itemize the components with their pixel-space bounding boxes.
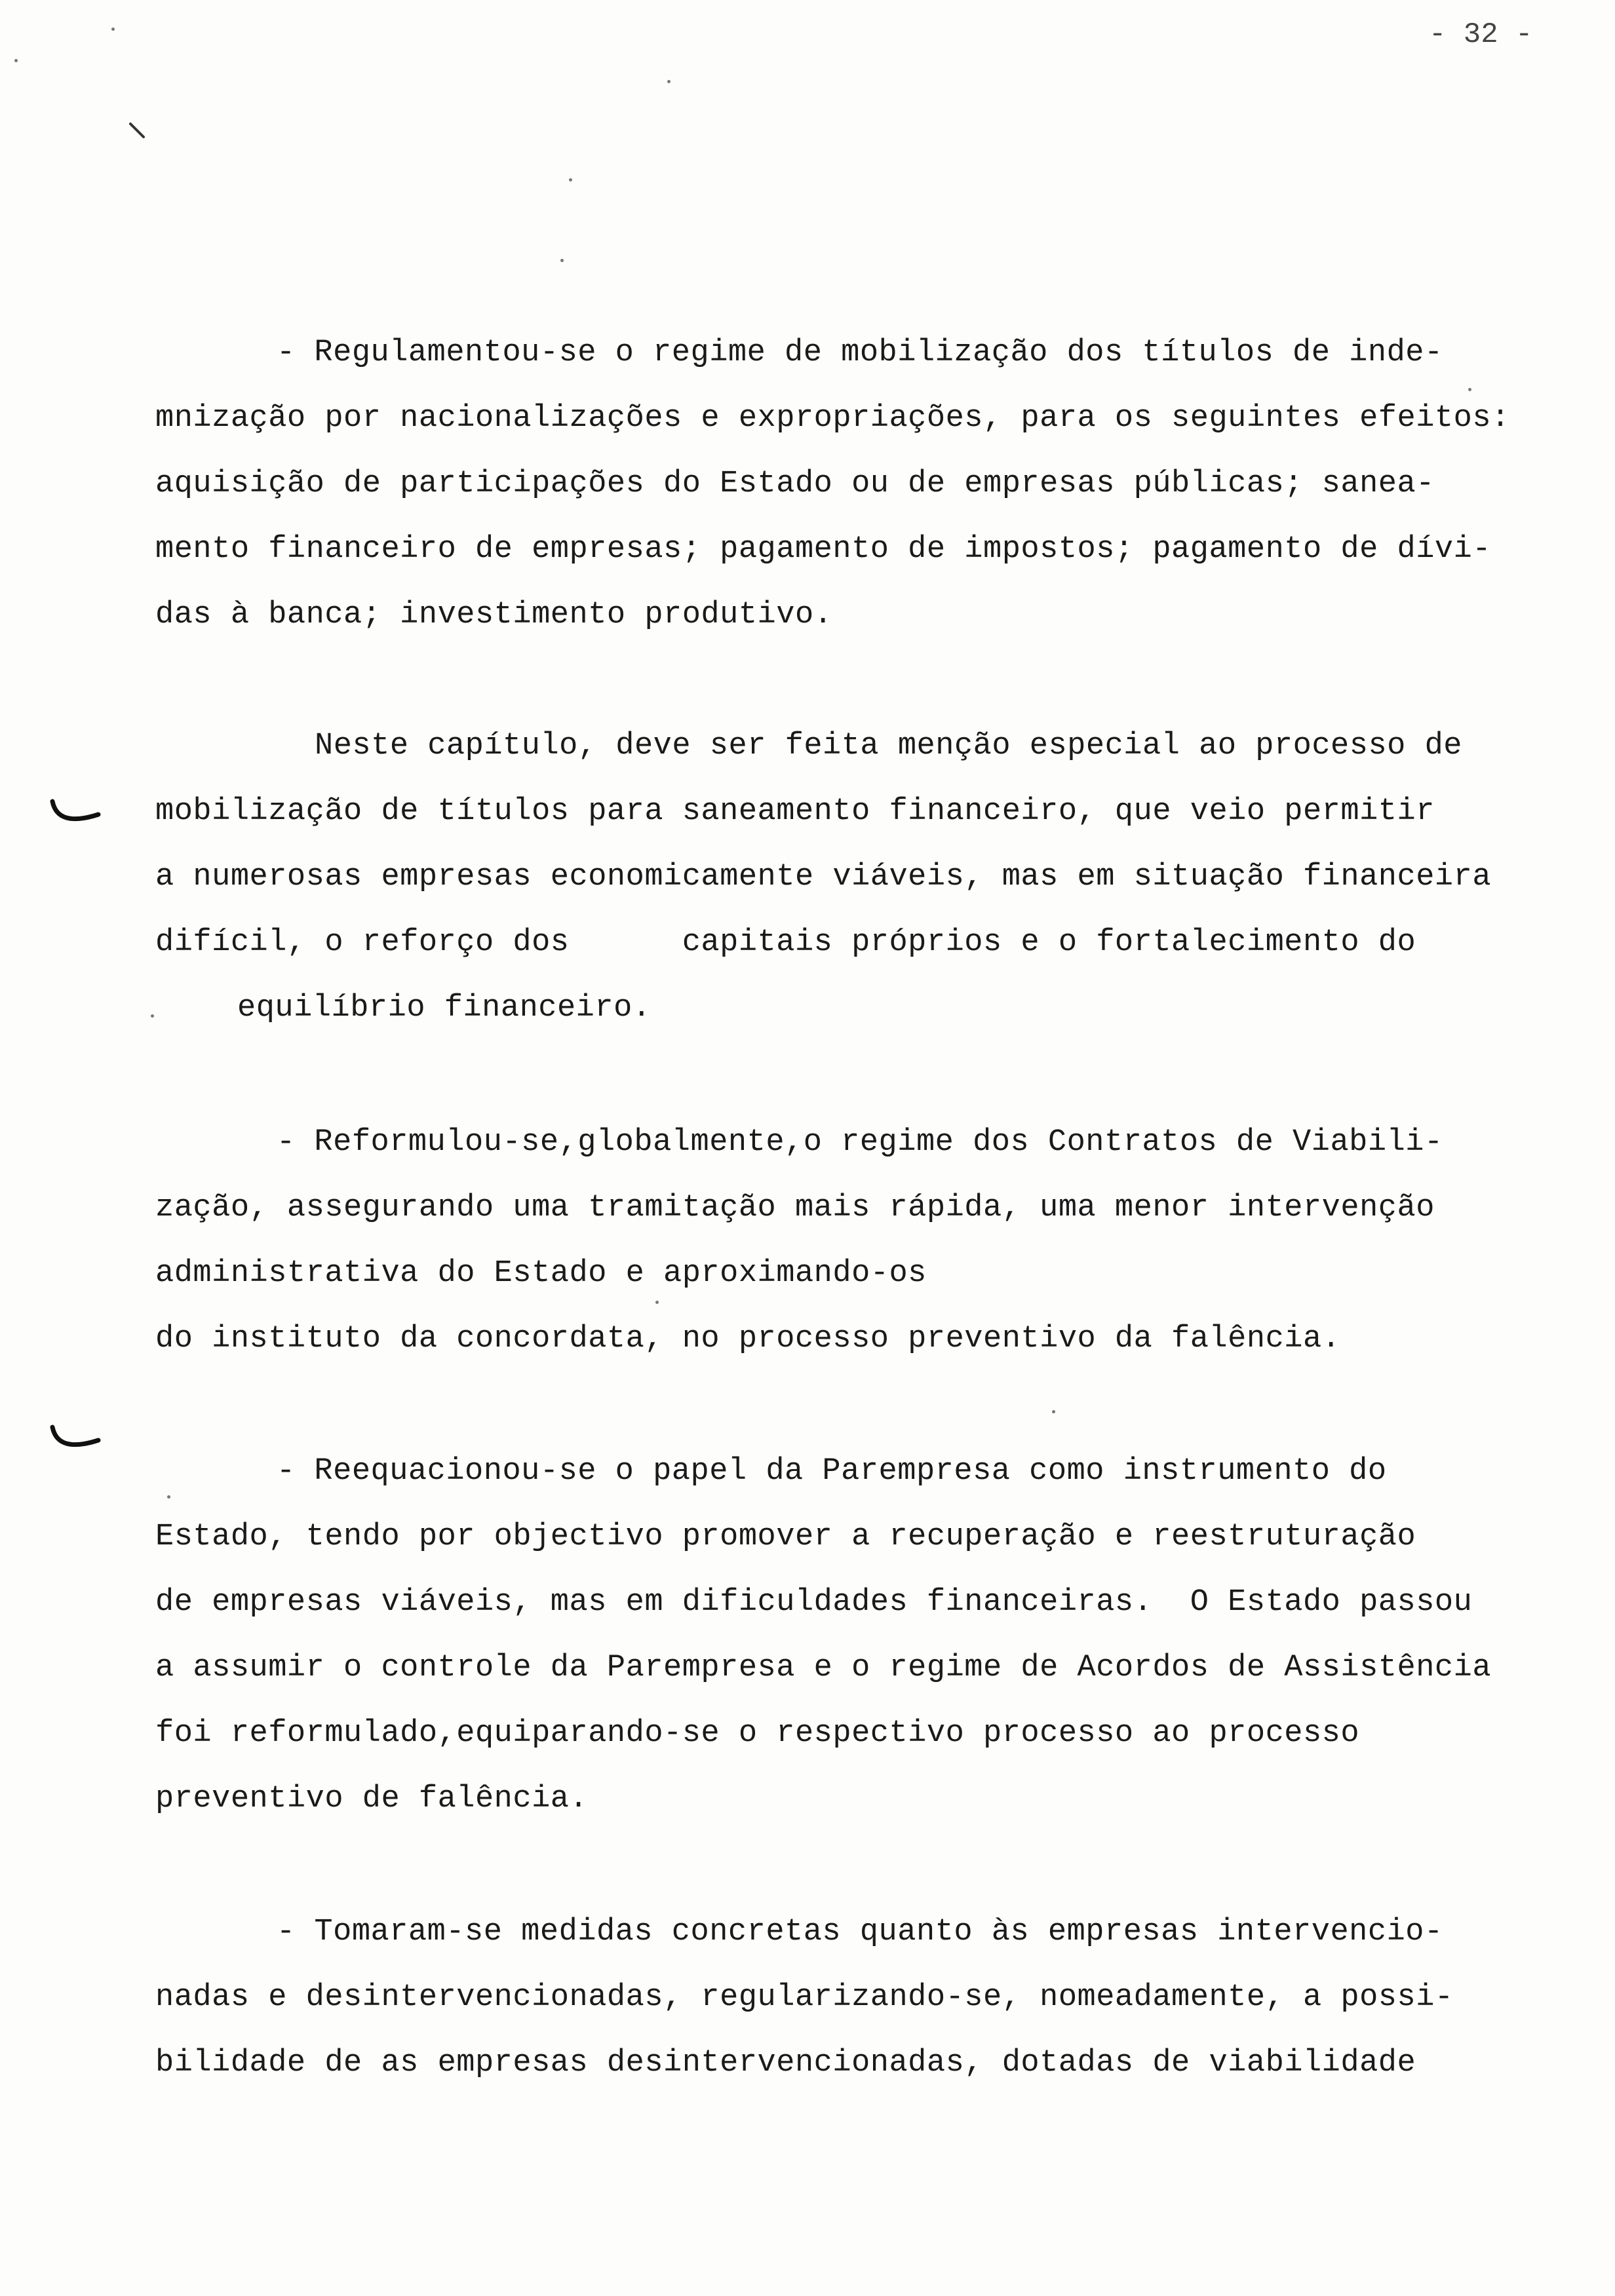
p4-line-4: a assumir o controle da Parempresa e o regime de Acordos de Assistência (155, 1651, 1492, 1685)
p3-line-2: zação, assegurando uma tramitação mais rápida, uma menor intervenção (155, 1191, 1435, 1225)
p2-line-3: a numerosas empresas economicamente viáveis, mas em situação financeira (155, 860, 1492, 894)
p5-line-2: nadas e desintervencionadas, regularizando-se, nomeadamente, a possi- (155, 1980, 1454, 2015)
scan-speck (151, 1014, 154, 1018)
p1-line-1: - Regulamentou-se o regime de mobilização dos títulos de inde- (277, 335, 1443, 370)
p2-line-4: difícil, o reforço dos capitais próprios e o fortalecimento do (155, 925, 1416, 960)
scan-speck (1468, 388, 1471, 391)
margin-pen-mark-2 (46, 1422, 105, 1461)
scan-speck (1052, 1410, 1055, 1413)
p3-line-4: do instituto da concordata, no processo preventivo da falência. (155, 1322, 1341, 1356)
scan-speck (655, 1301, 659, 1304)
p5-line-1: - Tomaram-se medidas concretas quanto às empresas intervencio- (277, 1915, 1443, 1949)
scan-speck (167, 1495, 170, 1499)
p4-line-2: Estado, tendo por objectivo promover a recuperação e reestruturação (155, 1520, 1416, 1554)
scan-speck (560, 259, 564, 262)
p4-line-6: preventivo de falência. (155, 1782, 589, 1816)
p2-line-5: equilíbrio financeiro. (237, 991, 652, 1025)
p4-line-3: de empresas viáveis, mas em dificuldades financeiras. O Estado passou (155, 1585, 1473, 1620)
margin-pen-mark-1 (46, 796, 105, 835)
p1-line-4: mento financeiro de empresas; pagamento de impostos; pagamento de dívi- (155, 532, 1492, 567)
p2-line-2: mobilização de títulos para saneamento financeiro, que veio permitir (155, 794, 1435, 829)
page-number: - 32 - (1429, 18, 1533, 51)
p1-line-2: mnização por nacionalizações e expropriações, para os seguintes efeitos: (155, 401, 1510, 436)
p4-line-5: foi reformulado,equiparando-se o respectivo processo ao processo (155, 1716, 1360, 1751)
corner-stroke-mark (128, 121, 154, 147)
p4-line-1: - Reequacionou-se o papel da Parempresa como instrumento do (277, 1454, 1387, 1489)
scan-speck (667, 80, 671, 83)
p5-line-3: bilidade de as empresas desintervencionadas, dotadas de viabilidade (155, 2046, 1416, 2080)
scan-speck (569, 178, 572, 182)
scan-speck (111, 28, 115, 31)
p3-line-1: - Reformulou-se,globalmente,o regime dos Contratos de Viabili- (277, 1125, 1443, 1160)
p2-line-1: Neste capítulo, deve ser feita menção especial ao processo de (315, 729, 1462, 763)
scan-speck (14, 59, 18, 62)
p1-line-5: das à banca; investimento produtivo. (155, 598, 833, 632)
p3-line-3: administrativa do Estado e aproximando-os (155, 1256, 927, 1291)
p1-line-3: aquisição de participações do Estado ou de empresas públicas; sanea- (155, 467, 1435, 501)
